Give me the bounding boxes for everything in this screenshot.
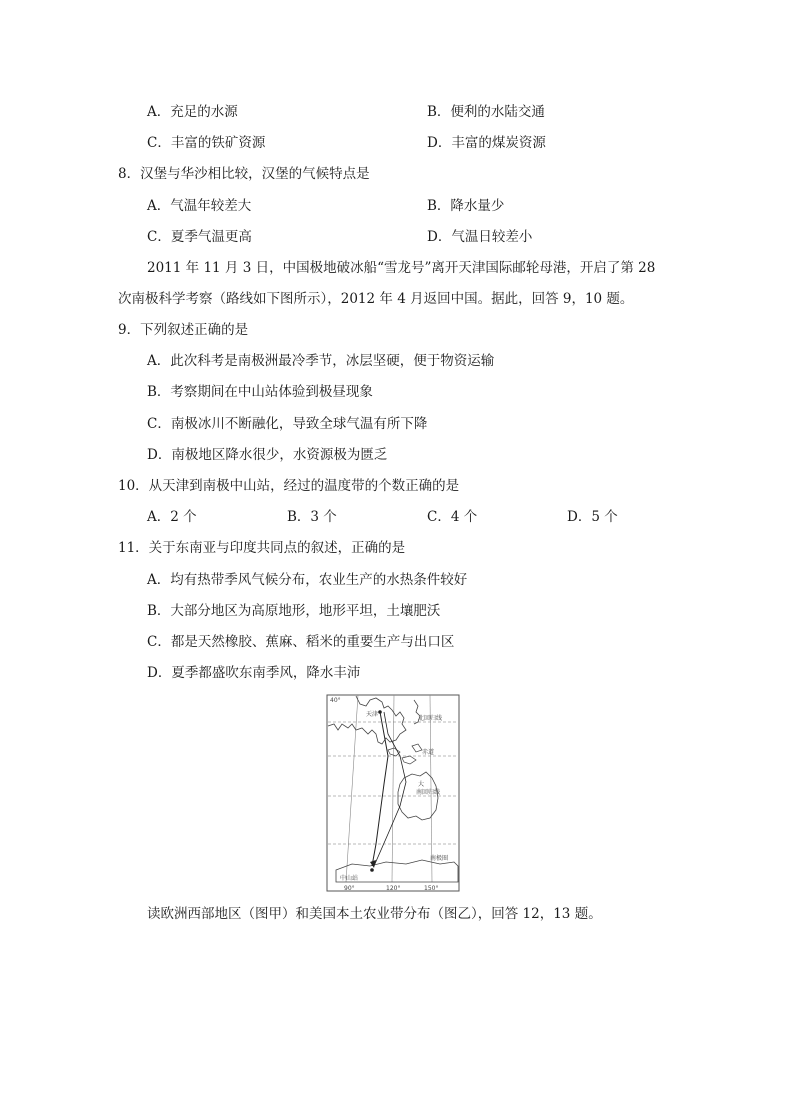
q10-option-d: D．5 个 — [567, 509, 618, 525]
q11-stem: 11．关于东南亚与印度共同点的叙述，正确的是 — [118, 540, 406, 556]
q9-option-b: B．考察期间在中山站体验到极昼现象 — [147, 384, 373, 400]
q11-option-a: A．均有热带季风气候分布，农业生产的水热条件较好 — [147, 572, 468, 588]
q7-option-c: C．丰富的铁矿资源 — [147, 135, 266, 151]
q11-option-c: C．都是天然橡胶、蕉麻、稻米的重要生产与出口区 — [147, 634, 455, 650]
continent-label: 大 — [418, 781, 425, 788]
q7-option-a: A．充足的水源 — [147, 104, 238, 120]
q7-option-b: B．便利的水陆交通 — [427, 104, 545, 120]
q10-option-c: C．4 个 — [427, 509, 478, 525]
q10-stem: 10．从天津到南极中山站，经过的温度带的个数正确的是 — [118, 478, 460, 494]
q11-option-b: B．大部分地区为高原地形，地形平坦，土壤肥沃 — [147, 603, 441, 619]
q8-option-a: A．气温年较差大 — [147, 198, 252, 214]
passage-9-10-line-1: 2011 年 11 月 3 日，中国极地破冰船“雪龙号”离开天津国际邮轮母港，开启了第 28 — [147, 260, 656, 276]
q8-option-b: B．降水量少 — [427, 198, 505, 214]
route-map-svg — [326, 694, 460, 892]
q9-option-c: C．南极冰川不断融化，导致全球气温有所下降 — [147, 416, 428, 432]
q9-stem: 9．下列叙述正确的是 — [118, 322, 249, 338]
lon-120-label: 120° — [386, 885, 401, 892]
q10-option-b: B．3 个 — [287, 509, 337, 525]
q8-option-d: D．气温日较差小 — [427, 229, 533, 245]
q9-option-a: A．此次科考是南极洲最冷季节，冰层坚硬，便于物资运输 — [147, 353, 495, 369]
equator-label: 赤道 — [422, 749, 435, 756]
tropic-cancer-label: 北回归线 — [418, 715, 443, 722]
q10-option-a: A．2 个 — [147, 509, 197, 525]
zhongshan-label: 中山站 — [340, 875, 359, 882]
q8-option-c: C．夏季气温更高 — [147, 229, 252, 245]
q9-option-d: D．南极地区降水很少，水资源极为匮乏 — [147, 447, 388, 463]
passage-12-13: 读欧洲西部地区（图甲）和美国本土农业带分布（图乙），回答 12，13 题。 — [147, 906, 602, 922]
lon-90-label: 90° — [344, 885, 355, 892]
lat-40-label: 40° — [330, 697, 341, 704]
tianjin-marker — [378, 710, 382, 714]
route-map — [326, 694, 460, 892]
tropic-capricorn-label: 南回归线 — [416, 789, 441, 796]
lon-150-label: 150° — [424, 885, 439, 892]
antarctic-circle-label: 南极圈 — [430, 855, 449, 862]
q7-option-d: D．丰富的煤炭资源 — [427, 135, 546, 151]
q11-option-d: D．夏季都盛吹东南季风，降水丰沛 — [147, 665, 361, 681]
zhongshan-marker — [370, 868, 374, 872]
q8-stem: 8．汉堡与华沙相比较，汉堡的气候特点是 — [118, 166, 370, 182]
tianjin-label: 天津 — [366, 711, 379, 718]
passage-9-10-line-2: 次南极科学考察（路线如下图所示），2012 年 4 月返回中国。据此，回答 9，10 题。 — [118, 291, 634, 307]
